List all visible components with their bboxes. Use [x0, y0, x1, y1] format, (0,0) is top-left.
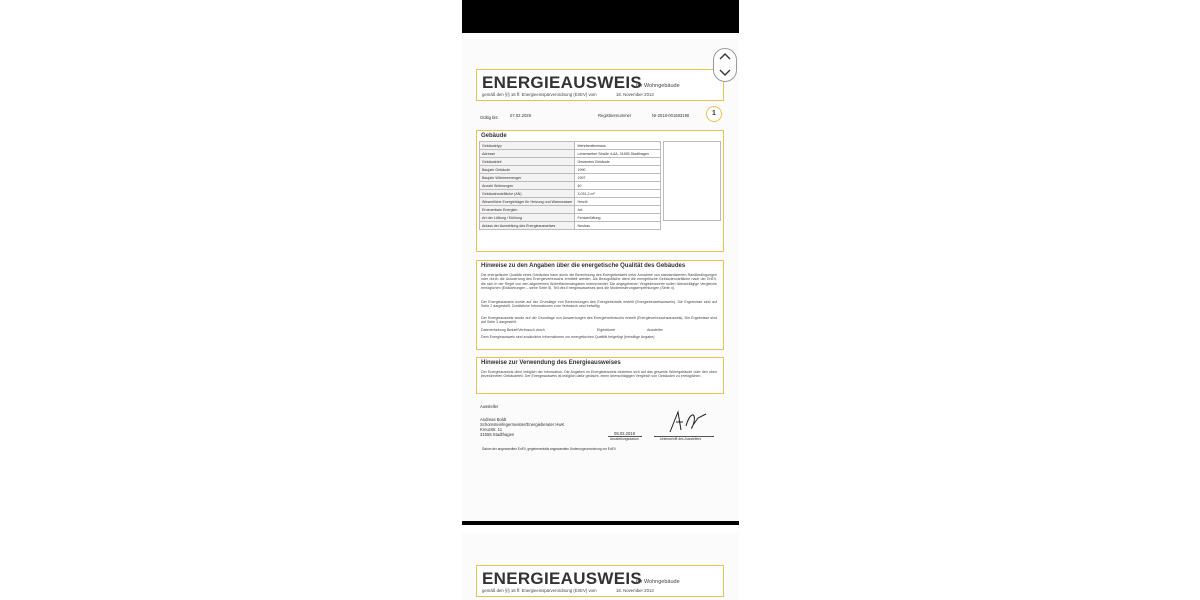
page-number-badge: 1	[706, 106, 722, 122]
building-table-row	[480, 142, 661, 150]
building-row-label: Baujahr Gebäude	[480, 166, 575, 174]
building-table-row	[480, 158, 661, 166]
building-table-row	[480, 214, 661, 222]
valid-until-label: Gültig bis:	[480, 115, 499, 120]
owner-option: Eigentümer	[597, 328, 616, 332]
viewer-top-bar	[462, 0, 739, 33]
chevron-down-icon[interactable]	[714, 65, 736, 81]
document-viewer[interactable]	[462, 0, 739, 600]
usage-hints-title: Hinweise zur Verwendung des Energieausweises	[481, 360, 621, 366]
building-row-value: 3.031,2 m²	[575, 190, 661, 198]
footnote-text: Datum der angewandten EnEV, gegebenenfalls angewandten Änderungsverordnung zur EnEV	[482, 447, 616, 451]
building-row-label: Gebäudetyp	[480, 142, 575, 150]
issue-date: 08.02.2018	[614, 431, 635, 436]
certificate-subtitle: gemäß den §§ 16 ff. Energieeinsparverordnung (EnEV) vom	[482, 588, 597, 593]
building-row-value: Neubau	[575, 222, 661, 230]
building-row-label: Anzahl Wohnungen	[480, 182, 575, 190]
certificate-subtitle-date: 18. November 2013	[616, 92, 654, 97]
certificate-title: ENERGIEAUSWEIS	[482, 569, 643, 588]
issuer-option: Aussteller	[647, 328, 663, 332]
certificate-header-page2	[476, 565, 724, 597]
building-row-label: Baujahr Wärmeerzeuger	[480, 174, 575, 182]
usage-hints-section	[476, 357, 724, 394]
building-row-label: Adresse	[480, 150, 575, 158]
signature-icon	[666, 408, 710, 436]
issuer-line: Andreas Boldt	[480, 417, 507, 422]
quality-hints-text: Die energetische Qualität eines Gebäudes kann durch die Berechnung des Energiebedarfs unter Annahme von standardisierten Randbedingungen oder durch die Auswertung des Energieverbrauchs ermittelt werden. Als Bezugsfläche dient die energetische Gebäudenutzfläche nach der EnEV, die sich in der Regel von den allgemeinen Wohnflächenangaben unterscheidet. Die angegebenen Vergleichswerte sollen überschlägige Vergleiche ermöglichen (Erläuterungen – siehe Seite 5). Teil des Energieausweises sind die Modernisierungsempfehlungen (Seite 4).	[481, 273, 717, 291]
usage-hints-text: Der Energieausweis dient lediglich der Information. Die Angaben im Energieausweis beziehen sich auf das gesamte Wohngebäude oder den oben bezeichneten Gebäudeteil. Der Energieausweis ist lediglich dafür gedacht, einen überschlägigen Vergleich von Gebäuden zu ermöglichen.	[481, 370, 717, 379]
building-section-title: Gebäude	[481, 133, 507, 139]
building-row-value: Heizöl	[575, 198, 661, 206]
building-table-row	[480, 206, 661, 214]
certificate-title: ENERGIEAUSWEIS	[482, 73, 643, 92]
option-demand-text: Der Energieausweis wurde auf der Grundlage von Berechnungen des Energiebedarfs erstellt (Energiebedarfsausweis). Die Ergebnisse sind auf Seite 2 dargestellt. Zusätzliche Informationen zum Verbrauch sind freiwillig.	[481, 300, 717, 309]
building-table	[479, 141, 661, 230]
building-table-row	[480, 174, 661, 182]
building-row-label: Gebäudeteil	[480, 158, 575, 166]
option-consumption-text: Der Energieausweis wurde auf der Grundlage von Auswertungen des Energieverbrauchs erstellt (Energieverbrauchsausweis). Die Ergebnisse sind auf Seite 3 dargestellt.	[481, 316, 717, 325]
quality-hints-title: Hinweise zu den Angaben über die energetische Qualität des Gebäudes	[481, 263, 686, 269]
building-table-row	[480, 198, 661, 206]
building-row-label: Wesentliche Energieträger für Heizung und Warmwasser	[480, 198, 575, 206]
certificate-title-suffix: für Wohngebäude	[636, 83, 680, 89]
building-row-value: 1990	[575, 166, 661, 174]
certificate-header	[476, 69, 724, 101]
building-table-row	[480, 222, 661, 230]
data-collection-text: Datenerhebung Bedarf/Verbrauch durch	[481, 328, 545, 332]
additional-info-text: Dem Energieausweis sind zusätzliche Informationen zur energetischen Qualität beigefügt (freiwillige Angabe).	[481, 335, 656, 339]
certificate-subtitle: gemäß den §§ 16 ff. Energieeinsparverordnung (EnEV) vom	[482, 92, 597, 97]
certificate-subtitle-date: 18. November 2013	[616, 588, 654, 593]
certificate-title-suffix: für Wohngebäude	[636, 579, 680, 585]
building-row-value: Mehrfamilienhaus	[575, 142, 661, 150]
issuer-line: 31655 Stadthagen	[480, 432, 515, 437]
document-page-2	[462, 533, 739, 600]
building-row-label: Erneuerbare Energien	[480, 206, 575, 214]
building-row-value: 40	[575, 182, 661, 190]
building-row-value: Fensterlüftung	[575, 214, 661, 222]
building-row-value: Gesamtes Gebäude	[575, 158, 661, 166]
issuer-line: Kreuzstr. 11	[480, 427, 503, 432]
issue-date-label: Ausstellungsdatum	[610, 437, 639, 441]
registration-value: NI-2018-001683190	[652, 113, 690, 118]
issuer-line: Schornsteinfegermeister/Energieberater HwK	[480, 422, 565, 427]
building-row-value: 1997	[575, 174, 661, 182]
building-table-row	[480, 182, 661, 190]
building-row-label: Anlass der Ausstellung des Energieausweises	[480, 222, 575, 230]
quality-hints-section	[476, 260, 724, 350]
issuer-label: Aussteller	[480, 404, 499, 409]
building-row-label: Gebäudenutzfläche (AN)	[480, 190, 575, 198]
valid-until-value: 07.02.2028	[510, 113, 531, 118]
building-row-value: Lenenweber Straße 4-6A, 31655 Stadthagen	[575, 150, 661, 158]
building-row-label: Art der Lüftung / Kühlung	[480, 214, 575, 222]
registration-label: Registriernummer	[598, 113, 632, 118]
building-table-row	[480, 190, 661, 198]
building-table-row	[480, 166, 661, 174]
building-section	[476, 130, 724, 252]
page-navigation	[713, 48, 737, 82]
building-row-value: Art:	[575, 206, 661, 214]
chevron-up-icon[interactable]	[714, 49, 736, 65]
signature-label: Unterschrift des Ausstellers	[660, 437, 702, 441]
page-separator	[462, 521, 739, 525]
building-photo-placeholder	[663, 141, 721, 221]
building-table-row	[480, 150, 661, 158]
document-page-1	[462, 33, 739, 521]
